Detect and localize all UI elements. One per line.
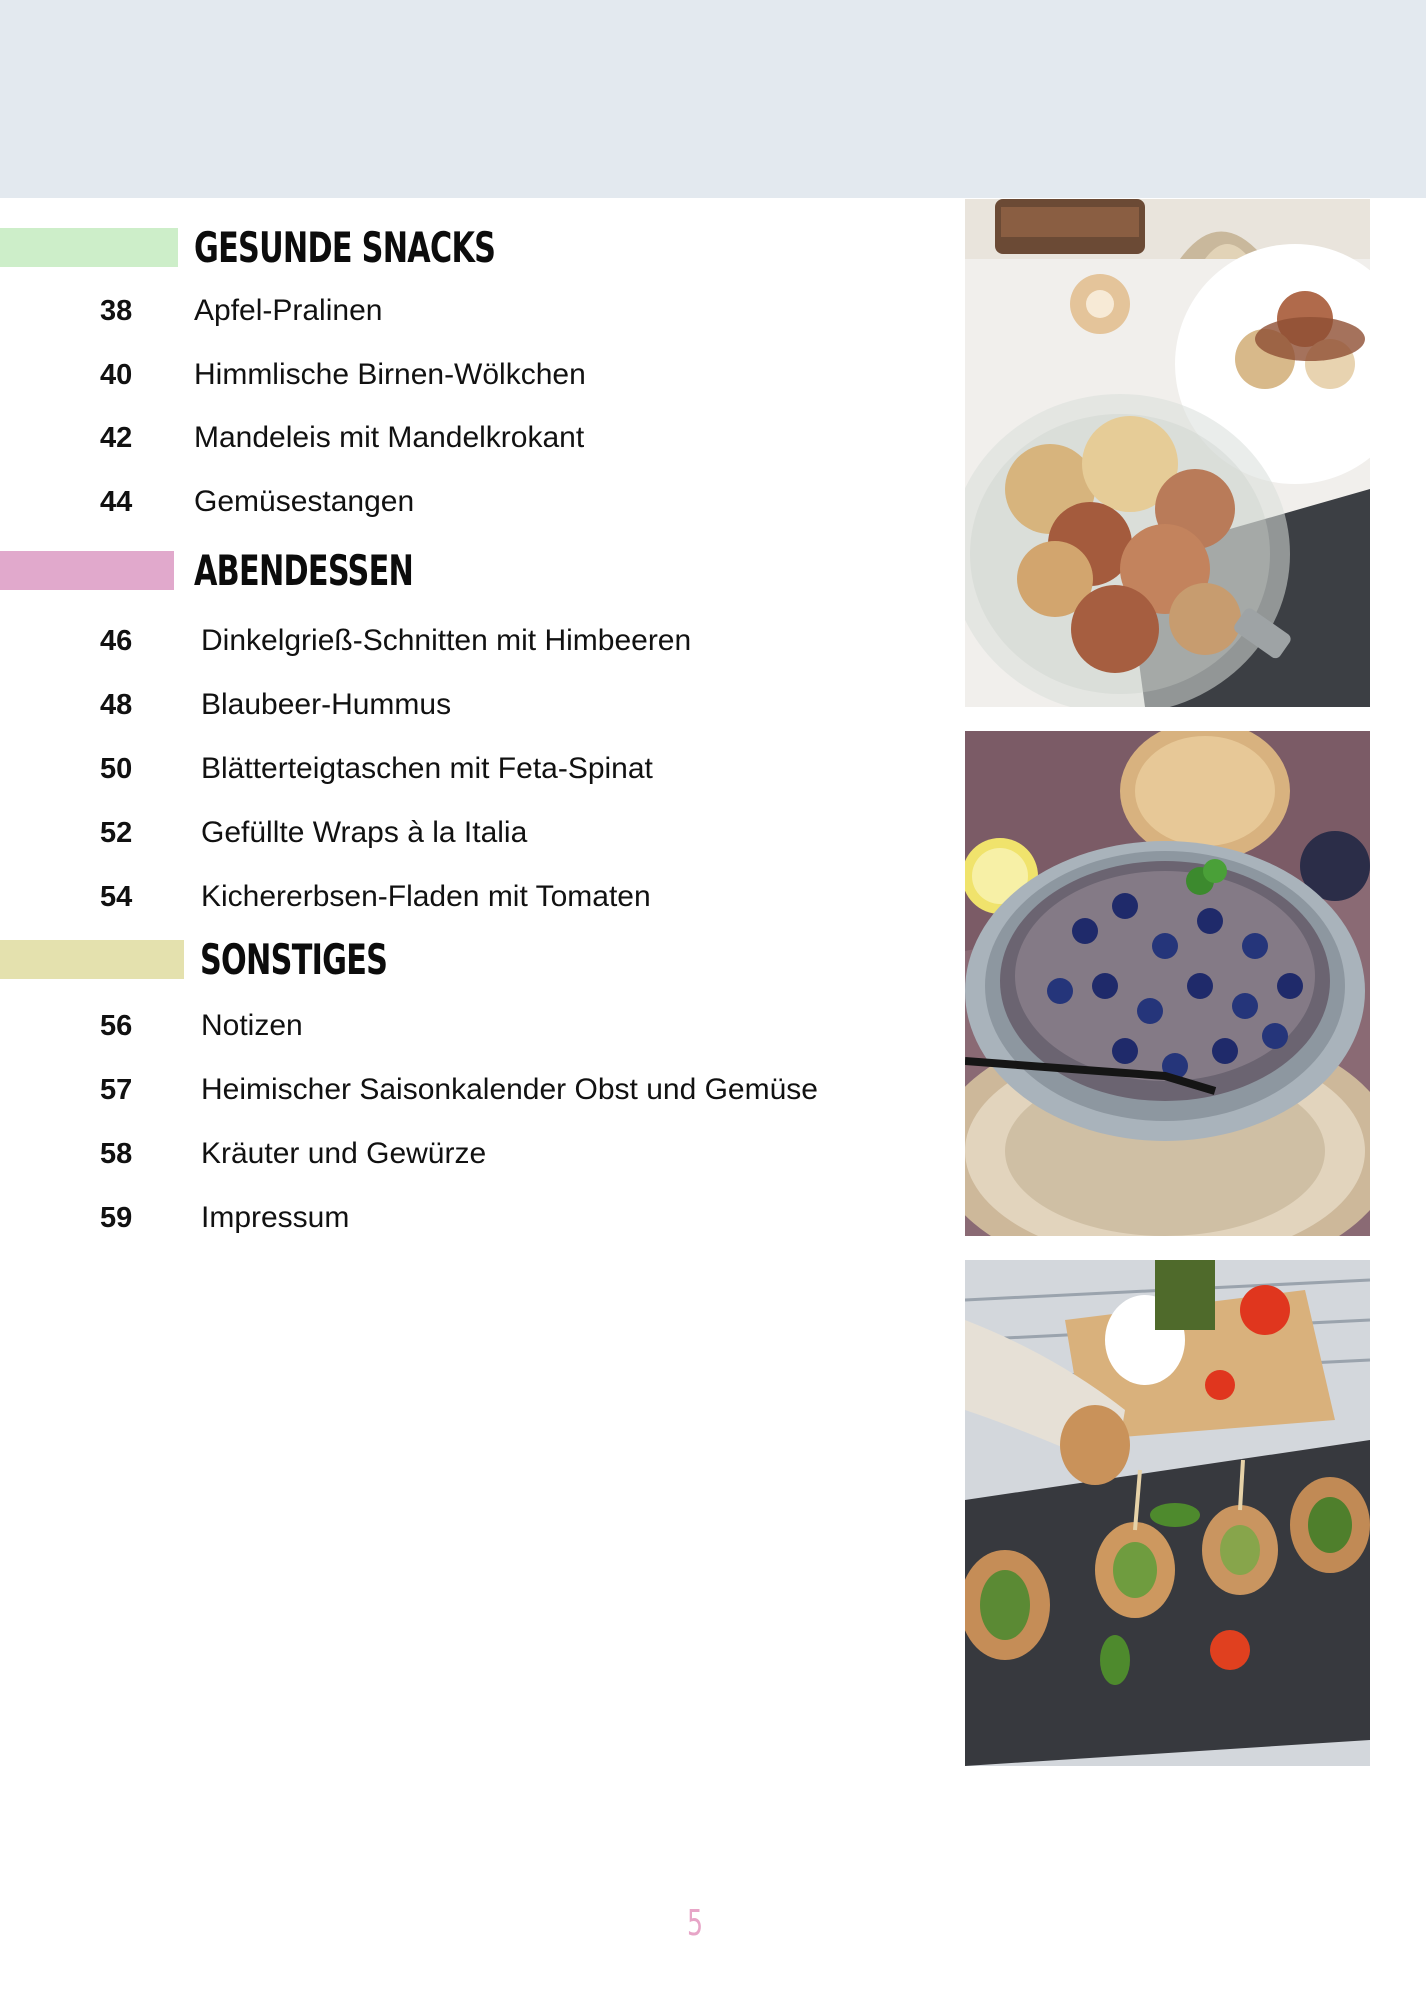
toc-entry[interactable] xyxy=(0,877,900,917)
section-bar-abendessen xyxy=(0,551,174,590)
toc-entry[interactable] xyxy=(0,749,900,789)
toc-title: Dinkelgrieß-Schnitten mit Himbeeren xyxy=(201,624,692,657)
toc-title: Kräuter und Gewürze xyxy=(201,1137,487,1170)
toc-title: Gefüllte Wraps à la Italia xyxy=(201,816,528,849)
blueberry-hummus-photo xyxy=(965,731,1370,1236)
toc-entry[interactable] xyxy=(0,685,900,725)
toc-entry[interactable] xyxy=(0,1070,900,1110)
toc-title: Apfel-Pralinen xyxy=(194,294,383,327)
section-bar-snacks xyxy=(0,228,178,267)
toc-entry[interactable] xyxy=(0,1006,900,1046)
toc-title: Blaubeer-Hummus xyxy=(201,688,452,721)
header-band xyxy=(0,0,1426,198)
section-heading-sonstiges: SONSTIGES xyxy=(200,935,388,984)
toc-title: Notizen xyxy=(201,1009,303,1042)
toc-entry[interactable] xyxy=(0,355,900,395)
toc-title: Impressum xyxy=(201,1201,350,1234)
toc-page-number: 59 xyxy=(100,1202,133,1234)
toc-page-number: 44 xyxy=(100,486,133,518)
toc-title: Kichererbsen-Fladen mit Tomaten xyxy=(201,880,651,913)
toc-page-number: 58 xyxy=(100,1138,133,1170)
toc-entry[interactable] xyxy=(0,813,900,853)
section-bar-sonstiges xyxy=(0,940,184,979)
toc-title: Mandeleis mit Mandelkrokant xyxy=(194,421,585,454)
toc-entry[interactable] xyxy=(0,482,900,522)
toc-entry[interactable] xyxy=(0,418,900,458)
toc-title: Heimischer Saisonkalender Obst und Gemüse xyxy=(201,1073,818,1106)
toc-page-number: 54 xyxy=(100,881,133,913)
toc-entry[interactable] xyxy=(0,1134,900,1174)
section-heading-abendessen: ABENDESSEN xyxy=(194,546,414,595)
toc-page-number: 56 xyxy=(100,1010,133,1042)
toc-title: Blätterteigtaschen mit Feta-Spinat xyxy=(201,752,653,785)
toc-page-number: 57 xyxy=(100,1074,133,1106)
toc-page-number: 42 xyxy=(100,422,133,454)
toc-page-number: 46 xyxy=(100,625,133,657)
toc-entry[interactable] xyxy=(0,1198,900,1238)
toc-entry[interactable] xyxy=(0,291,900,331)
toc-entry[interactable] xyxy=(0,621,900,661)
wraps-photo xyxy=(965,1260,1370,1766)
toc-page-number: 50 xyxy=(100,753,133,785)
toc-page-number: 52 xyxy=(100,817,133,849)
toc-title: Himmlische Birnen-Wölkchen xyxy=(194,358,586,391)
toc-page-number: 38 xyxy=(100,295,133,327)
toc-page-number: 48 xyxy=(100,689,133,721)
toc-title: Gemüsestangen xyxy=(194,485,415,518)
toc-page-number: 40 xyxy=(100,359,133,391)
energy-balls-photo xyxy=(965,199,1370,707)
section-heading-snacks: GESUNDE SNACKS xyxy=(194,223,496,272)
page-number: 5 xyxy=(686,1903,704,1944)
